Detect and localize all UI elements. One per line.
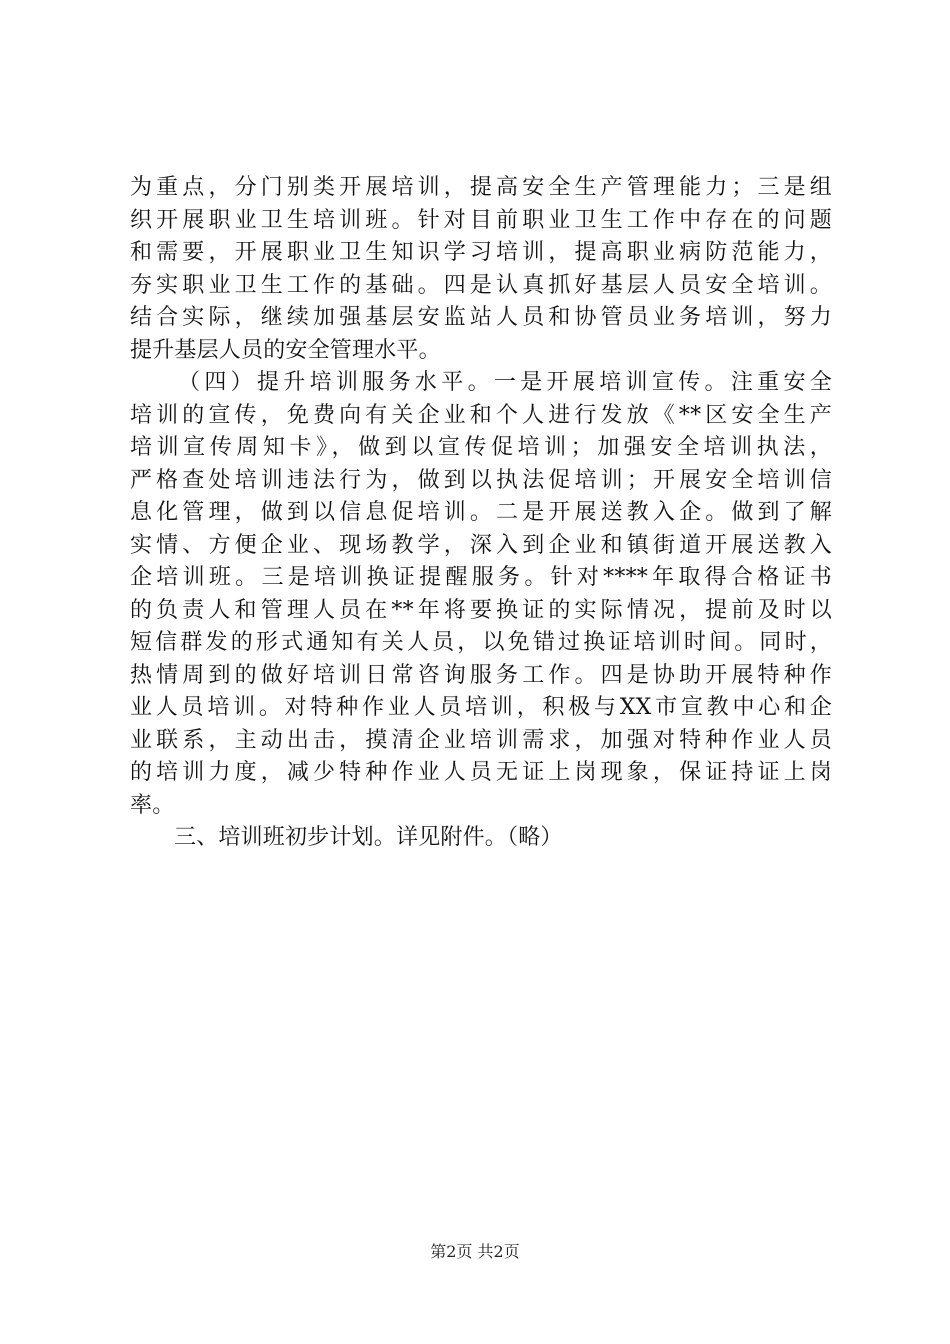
body-line: 的培训力度，减少特种作业人员无证上岗现象，保证持证上岗 bbox=[130, 760, 832, 785]
document-body bbox=[130, 172, 832, 855]
body-line: 的负责人和管理人员在**年将要换证的实际情况，提前及时以 bbox=[130, 597, 832, 623]
body-line: 培训的宣传，免费向有关企业和个人进行发放《**区安全生产 bbox=[130, 402, 832, 428]
body-line: 结合实际，继续加强基层安监站人员和协管员业务培训，努力 bbox=[130, 305, 832, 330]
body-line: 织开展职业卫生培训班。针对目前职业卫生工作中存在的问题 bbox=[130, 207, 832, 233]
body-line: 提升基层人员的安全管理水平。 bbox=[130, 337, 441, 363]
body-line: 业人员培训。对特种作业人员培训，积极与XX市宣教中心和企 bbox=[130, 695, 832, 720]
body-line: 为重点，分门别类开展培训，提高安全生产管理能力；三是组 bbox=[130, 175, 832, 200]
body-line: 培训宣传周知卡》，做到以宣传促培训；加强安全培训执法， bbox=[130, 435, 832, 460]
section-heading-line: （四）提升培训服务水平。一是开展培训宣传。注重安全 bbox=[178, 370, 832, 395]
body-line: 企培训班。三是培训换证提醒服务。针对****年取得合格证书 bbox=[130, 565, 832, 590]
body-line: 息化管理，做到以信息促培训。二是开展送教入企。做到了解 bbox=[130, 500, 832, 525]
body-line: 严格查处培训违法行为，做到以执法促培训；开展安全培训信 bbox=[130, 467, 832, 493]
body-line: 热情周到的做好培训日常咨询服务工作。四是协助开展特种作 bbox=[130, 662, 832, 688]
body-line: 率。 bbox=[130, 792, 175, 818]
body-line: 夯实职业卫生工作的基础。四是认真抓好基层人员安全培训。 bbox=[130, 272, 832, 298]
body-line: 业联系，主动出击，摸清企业培训需求，加强对特种作业人员 bbox=[130, 727, 832, 753]
section-heading-line: 三、培训班初步计划。详见附件。（略） bbox=[174, 825, 563, 850]
page-footer: 第2页 共2页 bbox=[430, 1242, 520, 1261]
body-line: 短信群发的形式通知有关人员，以免错过换证培训时间。同时， bbox=[130, 630, 832, 655]
body-line: 实情、方便企业、现场教学，深入到企业和镇街道开展送教入 bbox=[130, 532, 832, 558]
body-line: 和需要，开展职业卫生知识学习培训，提高职业病防范能力， bbox=[130, 240, 832, 265]
